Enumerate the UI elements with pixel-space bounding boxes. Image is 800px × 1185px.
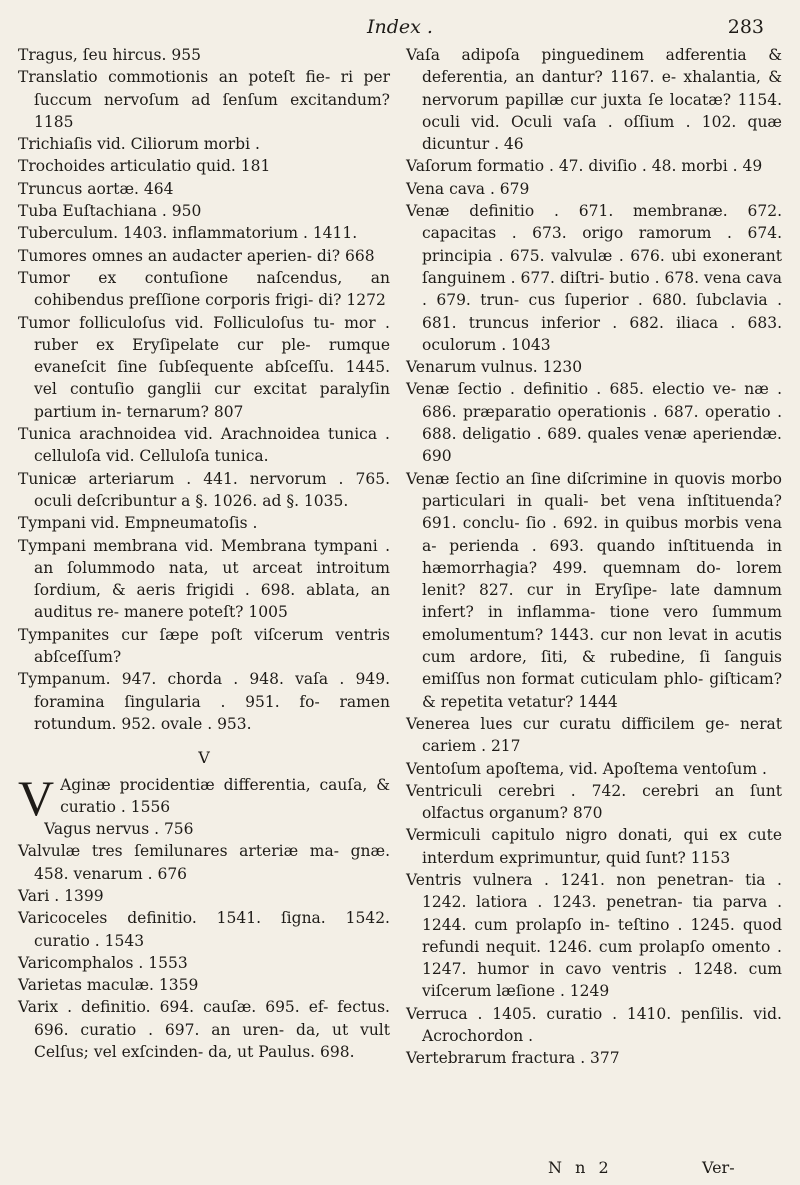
index-entry: Varicoceles definitio. 1541. ſigna. 1542. curatio . 1543 (18, 909, 390, 950)
page-footer (548, 1158, 735, 1177)
index-entry: Venarum vulnus. 1230 (406, 358, 583, 377)
index-entry: Valvulæ tres ſemilunares arteriæ ma- gnæ. 458. venarum . 676 (18, 842, 390, 883)
left-column (18, 44, 390, 1063)
index-entry: Venæ definitio . 671. membranæ. 672. capacitas . 673. origo ramorum . 674. principia . 675. valvulæ . 676. ubi exonerant ſanguinem . 677. diſtri- butio . 678. vena cava . 679. trun- cus ſuperior . 680. ſubclavia . 681. truncus inferior . 682. iliaca . 683. oculorum . 1043 (406, 202, 782, 354)
index-entry: Tunicæ arteriarum . 441. nervorum . 765. oculi deſcribuntur a §. 1026. ad §. 1035. (18, 469, 390, 510)
index-entry: Translatio commotionis an poteſt fie- ri per ſuccum nervoſum ad ſenſum excitandum? 1185 (18, 68, 390, 131)
index-entry: Venæ ſectio . definitio . 685. electio ve- næ . 686. præparatio operationis . 687. operatio . 688. deligatio . 689. quales venæ aperiendæ. 690 (406, 380, 782, 466)
running-title: Index . (367, 16, 433, 38)
drop-capital: V (18, 769, 55, 826)
index-entry: Tympanum. 947. chorda . 948. vaſa . 949. foramina ſingularia . 951. fo- ramen rotundum. 952. ovale . 953. (18, 670, 390, 733)
left-entries (18, 44, 390, 735)
index-entry: Tuberculum. 1403. inflammatorium . 1411. (18, 224, 358, 243)
index-entry: Tragus, ſeu hircus. 955 (18, 46, 201, 64)
index-entry: Vagus nervus . 756 (44, 820, 194, 839)
index-entry: Vari . 1399 (18, 886, 104, 905)
index-entry: Tumores omnes an audacter aperien- di? 668 (18, 246, 375, 265)
index-entry: Tumor folliculoſus vid. Folliculoſus tu- mor . ruber ex Eryſipelate cur ple- rumque evaneſcit ſine ſubſequente abſceſſu. 1445. vel contuſio ganglii cur excitat paralyſin partium in- ternarum? 807 (18, 313, 390, 421)
index-entry: Vertebrarum fractura . 377 (406, 1049, 620, 1068)
index-entry: Trichiaſis vid. Ciliorum morbi . (18, 135, 260, 154)
index-entry: Vaſa adipoſa pinguedinem adferentia & deferentia, an dantur? 1167. e- xhalantia, & nervorum papillæ cur juxta ſe locatæ? 1154. oculi vid. Oculi vaſa . oſſium . 102. quæ dicuntur . 46 (406, 46, 782, 154)
index-entry: Trochoides articulatio quid. 181 (18, 157, 271, 176)
index-entry: Tumor ex contuſione naſcendus, an cohibendus preſſione corporis frigi- di? 1272 (18, 268, 390, 310)
page-number: 283 (727, 16, 764, 38)
section-letter: V (198, 748, 210, 768)
index-entry: V Aginæ procidentiæ differentia, cauſa, & curatio . 1556 (18, 769, 390, 826)
left-v-entries (18, 769, 390, 1064)
index-entry: Varicomphalos . 1553 (18, 953, 188, 972)
index-entry: Vermiculi capitulo nigro donati, qui ex cute interdum exprimuntur, quid ſunt? 1153 (406, 826, 782, 867)
index-entry: Tunica arachnoidea vid. Arachnoidea tunica . celluloſa vid. Celluloſa tunica. (18, 425, 390, 466)
index-entry: Tympani membrana vid. Membrana tympani . an ſolummodo nata, ut arceat introitum ſordium, & aeris frigidi . 698. ablata, an auditus re- manere poteſt? 1005 (18, 536, 390, 622)
index-entry: Vena cava . 679 (406, 179, 530, 198)
index-entry: Varix . definitio. 694. cauſæ. 695. ef- fectus. 696. curatio . 697. an uren- da, ut vult Celſus; vel exſcinden- da, ut Paulus. 698. (18, 998, 390, 1062)
index-entry: Varietas maculæ. 1359 (18, 976, 199, 995)
right-column (406, 44, 782, 1070)
index-entry: Venæ ſectio an ſine diſcrimine in quovis morbo particulari in quali- bet vena inſtituenda? 691. conclu- ſio . 692. in quibus morbis vena a- perienda . 693. quando inſtituenda in hæmorrhagia? 499. quemnam do- lorem lenit? 827. cur in Eryſipe- late damnum infert? in inflamma- tione vero ſummum emolumentum? 1443. cur non levat in acutis cum ardore, ſiti, & rubedine, ſi ſanguis emiſſus non format cuticulam phlo- giſticam? & repetita vetatur? 1444 (406, 469, 782, 711)
right-entries (406, 44, 782, 1070)
signature-mark: N n 2 (548, 1158, 613, 1177)
index-entry: Truncus aortæ. 464 (18, 179, 174, 198)
index-entry: Ventoſum apoſtema, vid. Apoſtema ventoſum . (406, 759, 767, 778)
index-entry: Tuba Euſtachiana . 950 (18, 202, 202, 221)
index-entry: Tympani vid. Empneumatoſis . (18, 514, 258, 533)
catchword: Ver- (702, 1158, 735, 1177)
index-entry: Verruca . 1405. curatio . 1410. penſilis. vid. Acrochordon . (406, 1004, 782, 1046)
page-header (0, 16, 800, 40)
index-entry: Tympanites cur ſæpe poſt viſcerum ventris abſceſſum? (18, 625, 390, 667)
index-entry: Venerea lues cur curatu difficilem ge- nerat cariem . 217 (406, 714, 782, 756)
index-entry: Ventris vulnera . 1241. non penetran- tia . 1242. latiora . 1243. penetran- tia parva . 1244. cum prolapſo in- teſtino . 1245. quod refundi nequit. 1246. cum prolapſo omento . 1247. humor in cavo ventris . 1248. cum viſcerum læſione . 1249 (406, 870, 782, 1001)
index-entry: Ventriculi cerebri . 742. cerebri an ſunt olfactus organum? 870 (406, 781, 782, 823)
index-entry: Vaſorum formatio . 47. diviſio . 48. morbi . 49 (406, 157, 763, 176)
